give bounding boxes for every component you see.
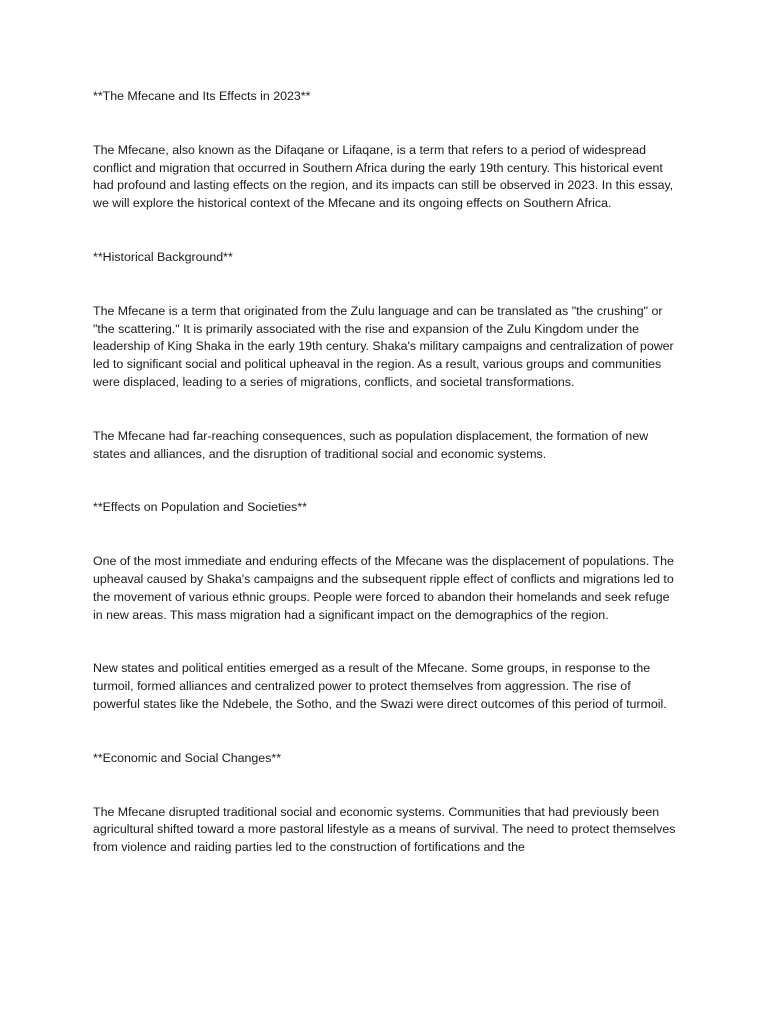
section-heading-effects-on-population: **Effects on Population and Societies**	[93, 500, 307, 515]
paragraph: One of the most immediate and enduring effects of the Mfecane was the displacement of populations. The upheaval caused by Shaka's campaigns and the subsequent ripple effect of conflicts and migrations led to the movement of various ethnic groups. People were forced to abandon their homelands and seek refuge in new areas. This mass migration had a significant impact on the demographics of the region.	[93, 554, 674, 622]
section-heading-economic-and-social-changes: **Economic and Social Changes**	[93, 750, 282, 765]
document-title: **The Mfecane and Its Effects in 2023**	[93, 89, 311, 103]
section-heading-historical-background: **Historical Background**	[93, 249, 233, 264]
paragraph: The Mfecane disrupted traditional social and economic systems. Communities that had previously been agricultural shifted toward a more pastoral lifestyle as a means of survival. The need to protect themselves from violence and raiding parties led to the construction of fortifications and the	[93, 804, 676, 855]
paragraph: The Mfecane had far-reaching consequences, such as population displacement, the formation of new states and alliances, and the disruption of traditional social and economic systems.	[93, 428, 649, 461]
paragraph: New states and political entities emerged as a result of the Mfecane. Some groups, in response to the turmoil, formed alliances and centralized power to protect themselves from aggression. The rise of powerful states like the Ndebele, the Sotho, and the Swazi were direct outcomes of this period of turmoil.	[93, 661, 667, 711]
paragraph: The Mfecane is a term that originated from the Zulu language and can be translated as "the crushing" or "the scattering." It is primarily associated with the rise and expansion of the Zulu Kingdom under the leadership of King Shaka in the early 19th century. Shaka's military campaigns and centralization of power led to significant social and political upheaval in the region. As a result, various groups and communities were displaced, leading to a series of migrations, conflicts, and societal transformations.	[93, 303, 674, 389]
document-page	[93, 88, 679, 857]
intro-paragraph: The Mfecane, also known as the Difaqane or Lifaqane, is a term that refers to a period of widespread conflict and migration that occurred in Southern Africa during the early 19th century. This historical event had profound and lasting effects on the region, and its impacts can still be observed in 2023. In this essay, we will explore the historical context of the Mfecane and its ongoing effects on Southern Africa.	[93, 142, 674, 211]
